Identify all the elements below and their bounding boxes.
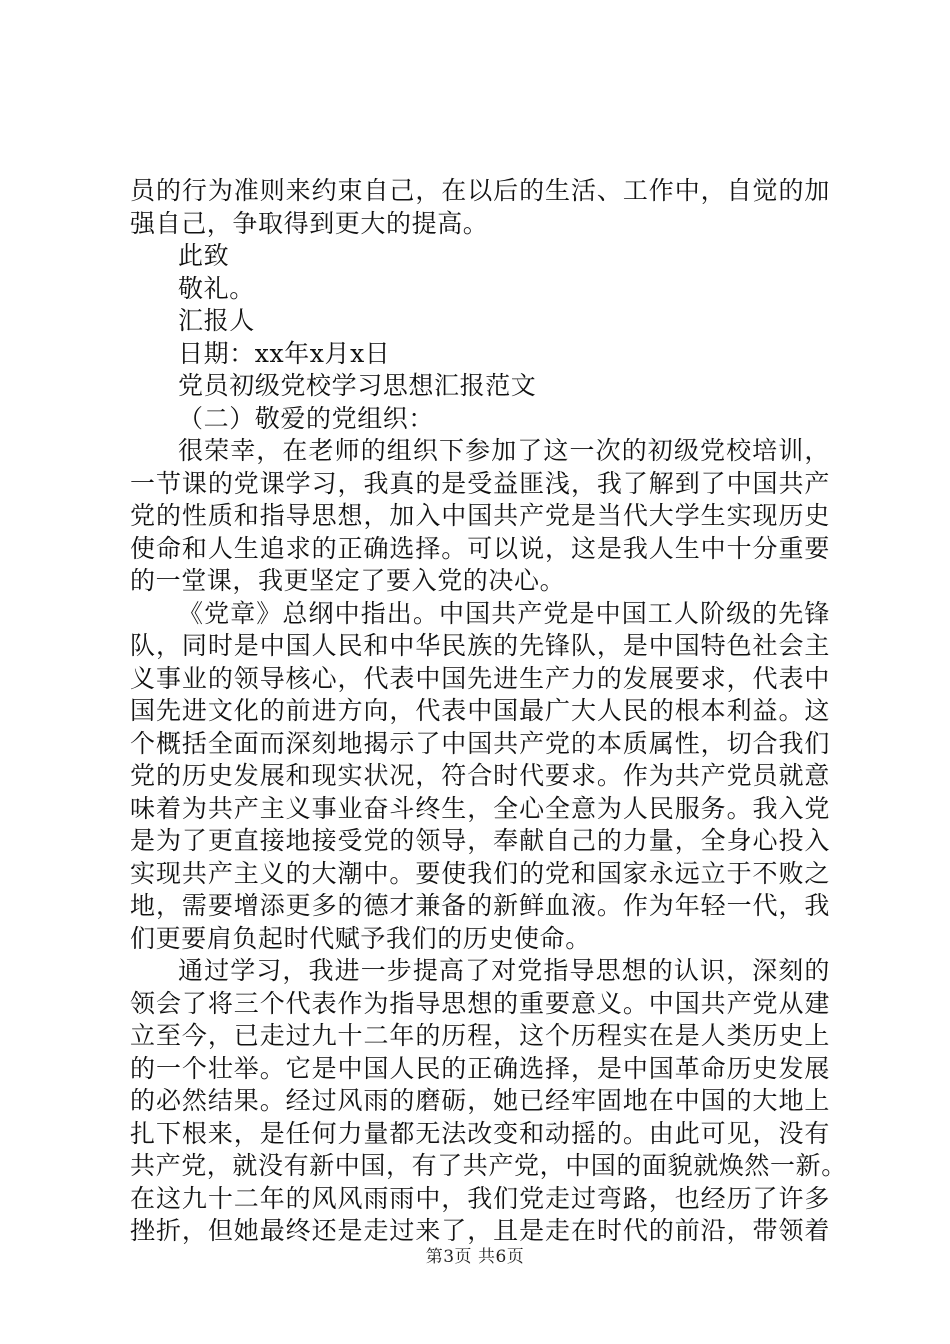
- text-line: 党的历史发展和现实状况，符合时代要求。作为共产党员就意: [130, 761, 830, 790]
- section-title: 党员初级党校学习思想汇报范文: [178, 371, 537, 400]
- text-line: 的一个壮举。它是中国人民的正确选择，是中国革命历史发展: [130, 1053, 830, 1083]
- text-line: 实现共产主义的大潮中。要使我们的党和国家永远立于不败之: [130, 858, 830, 888]
- date-line: 日期：xx年x月x日: [178, 338, 391, 368]
- text-line: 《党章》总纲中指出。中国共产党是中国工人阶级的先锋: [178, 598, 830, 628]
- text-line: 的必然结果。经过风雨的磨砺，她已经牢固地在中国的大地上: [130, 1086, 830, 1115]
- text-line: 队，同时是中国人民和中华民族的先锋队，是中国特色社会主: [130, 631, 830, 660]
- text-line: 通过学习，我进一步提高了对党指导思想的认识，深刻的: [178, 956, 830, 985]
- text-line: 们更要肩负起时代赋予我们的历史使命。: [130, 923, 591, 953]
- text-line: 立至今，已走过九十二年的历程，这个历程实在是人类历史上: [130, 1021, 830, 1050]
- text-line: 一节课的党课学习，我真的是受益匪浅，我了解到了中国共产: [130, 468, 830, 498]
- text-line: 党的性质和指导思想，加入中国共产党是当代大学生实现历史: [130, 501, 830, 530]
- salutation-line: 敬礼。: [178, 273, 255, 303]
- text-line: 强自己，争取得到更大的提高。: [130, 208, 489, 238]
- text-line: 挫折，但她最终还是走过来了，且是走在时代的前沿，带领着: [130, 1216, 830, 1245]
- text-line: 味着为共产主义事业奋斗终生，全心全意为人民服务。我入党: [130, 793, 830, 823]
- text-line: 共产党，就没有新中国，有了共产党，中国的面貌就焕然一新。: [130, 1151, 847, 1180]
- text-line: 使命和人生追求的正确选择。可以说，这是我人生中十分重要: [130, 533, 830, 563]
- text-line: 地，需要增添更多的德才兼备的新鲜血液。作为年轻一代，我: [130, 891, 830, 920]
- text-line: 个概括全面而深刻地揭示了中国共产党的本质属性，切合我们: [130, 728, 830, 758]
- text-line: 是为了更直接地接受党的领导，奉献自己的力量，全身心投入: [130, 826, 830, 855]
- text-line: 领会了将三个代表作为指导思想的重要意义。中国共产党从建: [130, 988, 830, 1018]
- text-line: 国先进文化的前进方向，代表中国最广大人民的根本利益。这: [130, 696, 830, 725]
- text-line: 义事业的领导核心，代表中国先进生产力的发展要求，代表中: [130, 663, 830, 693]
- greeting-line: （二）敬爱的党组织：: [178, 403, 435, 433]
- text-line: 很荣幸，在老师的组织下参加了这一次的初级党校培训，: [178, 436, 830, 465]
- text-line: 在这九十二年的风风雨雨中，我们党走过弯路，也经历了许多: [130, 1183, 830, 1213]
- text-line: 的一堂课，我更坚定了要入党的决心。: [130, 566, 566, 595]
- salutation-line: 此致: [178, 241, 230, 270]
- signature-line: 汇报人: [178, 306, 255, 335]
- page-number: 第3页 共6页: [425, 1247, 525, 1267]
- text-line: 扎下根来，是任何力量都无法改变和动摇的。由此可见，没有: [130, 1118, 830, 1148]
- text-line: 员的行为准则来约束自己，在以后的生活、工作中，自觉的加: [130, 176, 830, 205]
- document-body: [130, 175, 847, 1248]
